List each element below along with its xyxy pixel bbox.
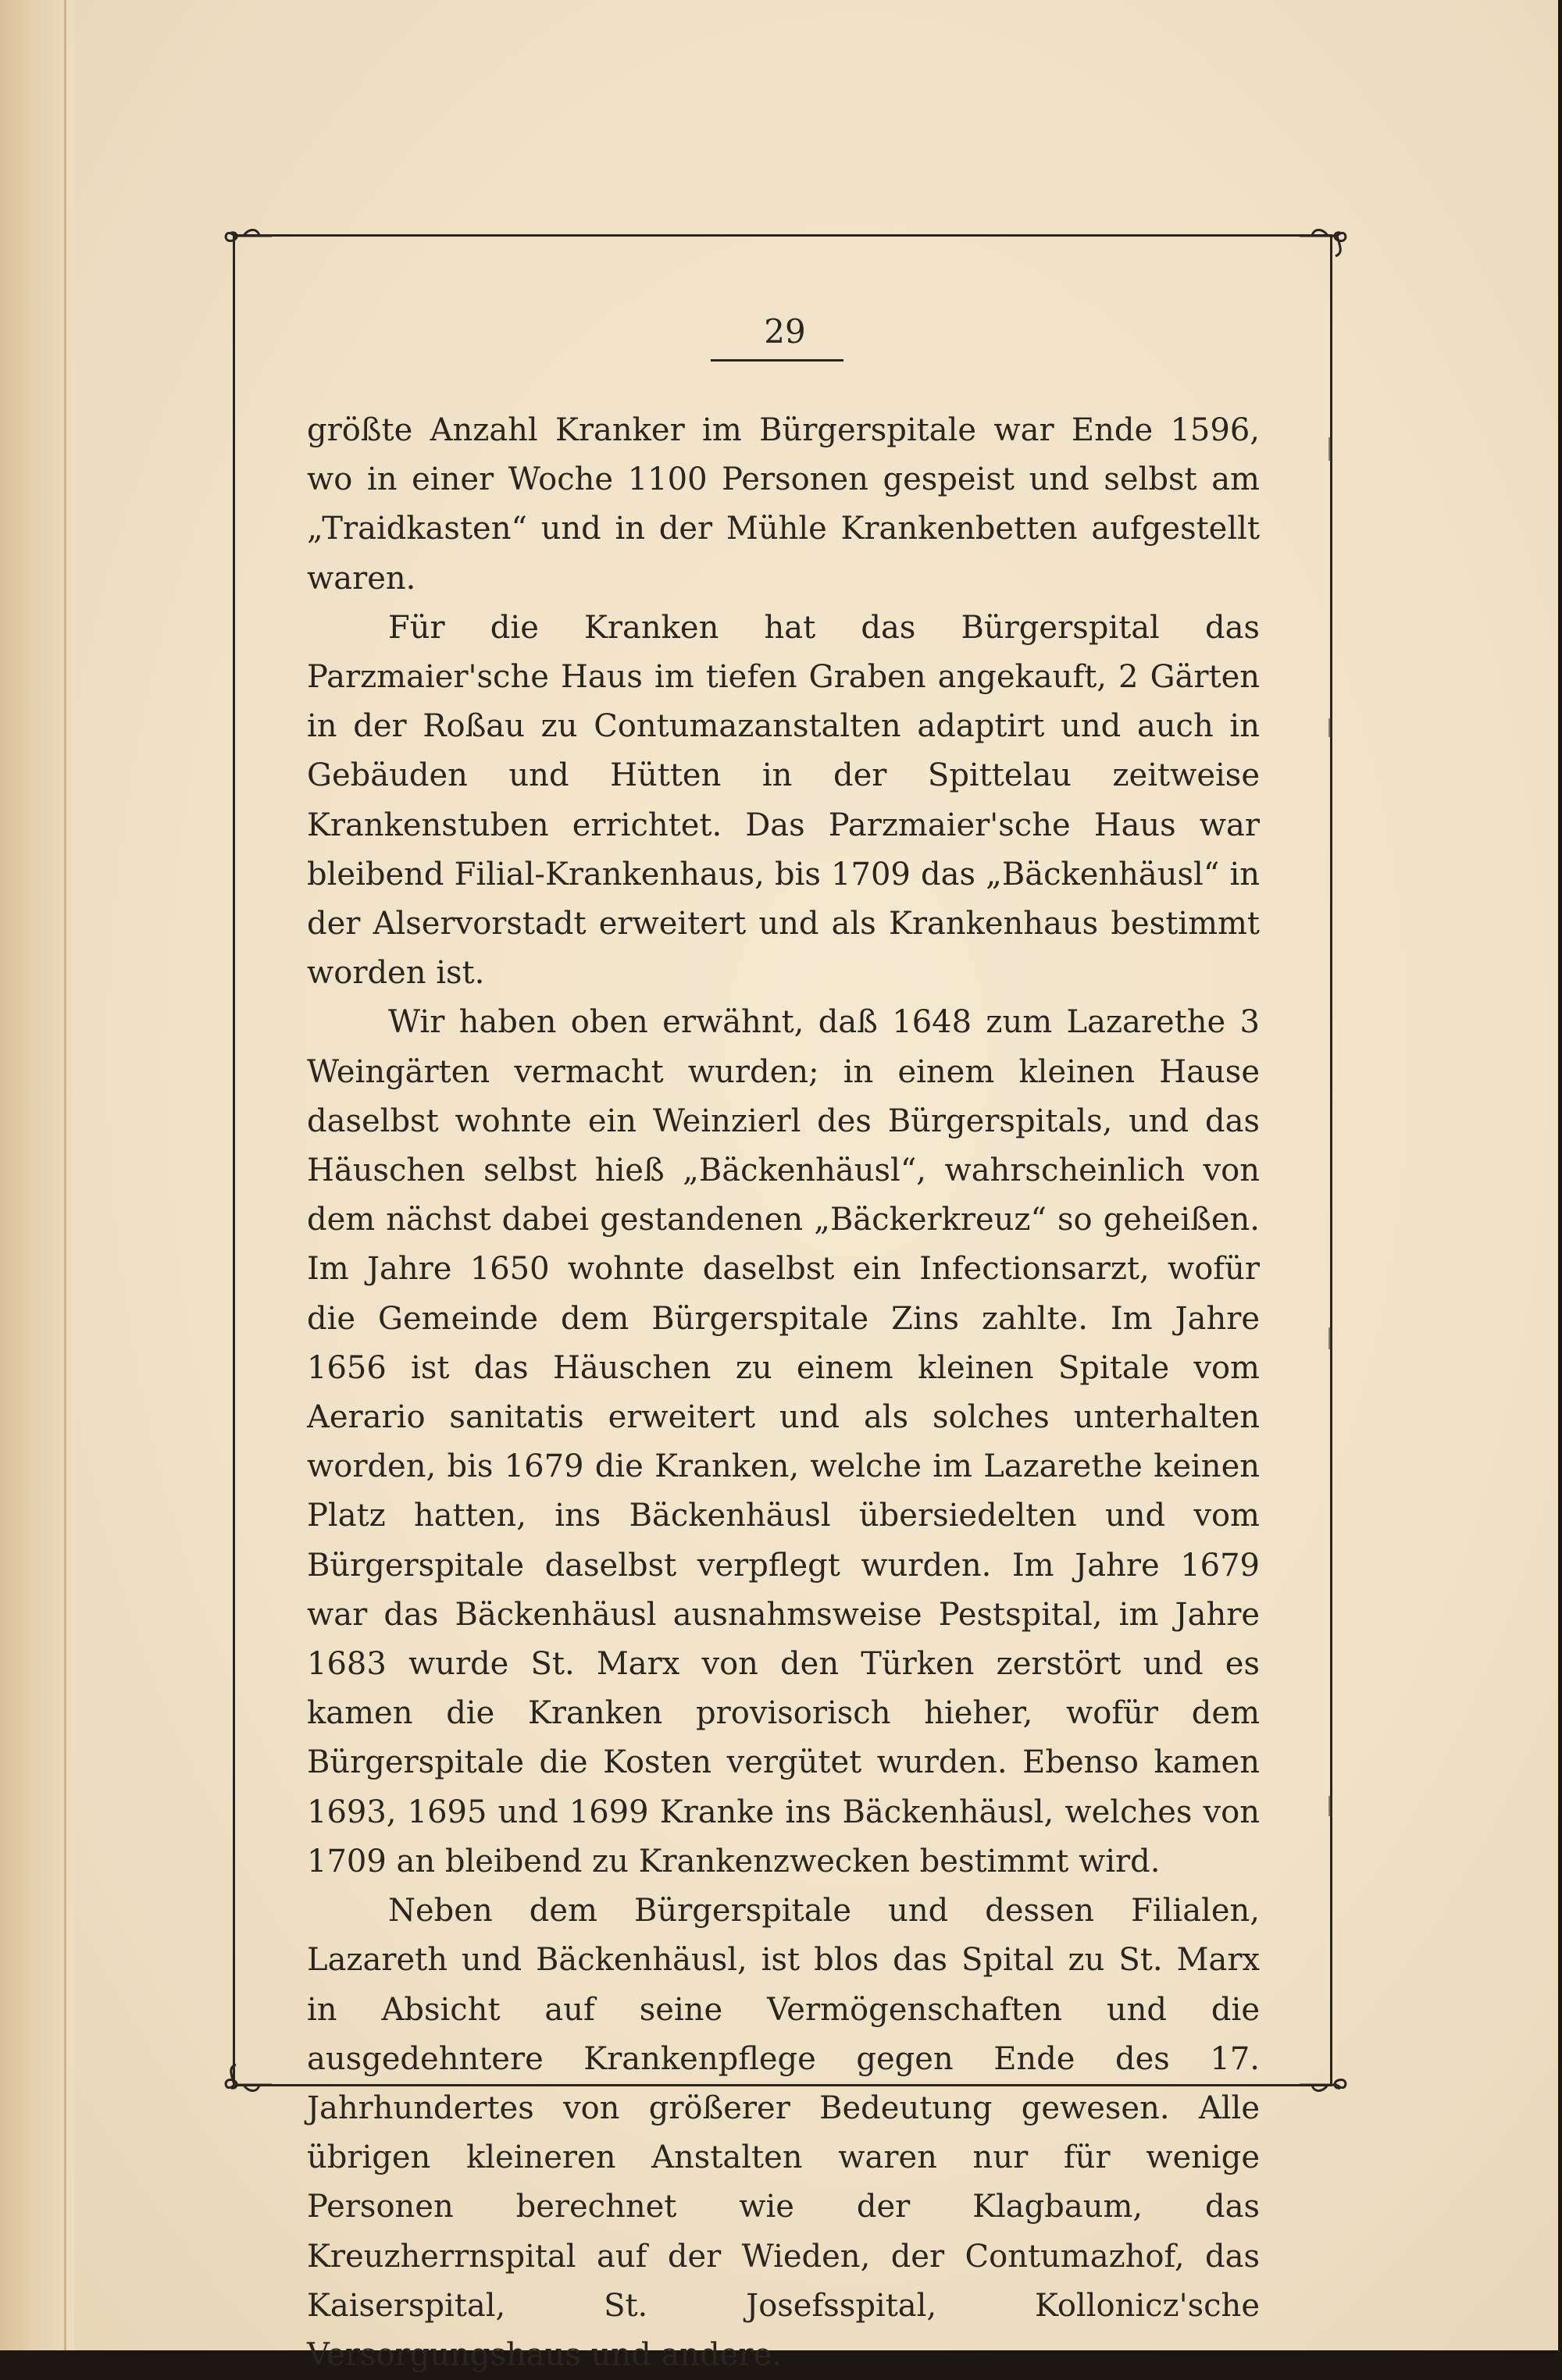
corner-flourish-icon	[220, 220, 275, 259]
margin-ink-mark	[1328, 718, 1332, 737]
paragraph: Neben dem Bürgerspitale und dessen Filialen, Lazareth und Bäckenhäusl, ist blos das Spital zu St. Marx in Absicht auf seine Vermögenschaften und die ausgedehntere Krankenpflege gegen Ende des 17. Jahrhundertes von größerer Bedeutung gewesen. Alle übrigen kleineren Anstalten waren nur für wenige Personen berechnet wie der Klagbaum, das Kreuzherrnspital auf der Wieden, der Contumazhof, das Kaiserspital, St. Josefsspital, Kollonicz'sche Versorgungshaus und andere.	[307, 1893, 1260, 2373]
corner-flourish-icon	[1296, 220, 1351, 259]
paragraph: größte Anzahl Kranker im Bürgerspitale war Ende 1596, wo in einer Woche 1100 Personen gespeist und selbst am „Traidkasten“ und in der Mühle Krankenbetten aufgestellt waren.	[307, 412, 1260, 597]
body-text	[307, 406, 1260, 2380]
paragraph: Für die Kranken hat das Bürgerspital das Parzmaier'sche Haus im tiefen Graben angekauft, 2 Gärten in der Roßau zu Contumazanstalten adaptirt und auch in Gebäuden und Hütten in der Spittelau zeitweise Krankenstuben errichtet. Das Parzmaier'sche Haus war bleibend Filial-Krankenhaus, bis 1709 das „Bäckenhäusl“ in der Alservorstadt erweitert und als Krankenhaus bestimmt worden ist.	[307, 609, 1260, 992]
page-number-rule	[711, 359, 843, 362]
paragraph: Wir haben oben erwähnt, daß 1648 zum Lazarethe 3 Weingärten vermacht wurden; in einem kleinen Hause daselbst wohnte ein Weinzierl des Bürgerspitals, und das Häuschen selbst hieß „Bäckenhäusl“, wahrscheinlich von dem nächst dabei gestandenen „Bäckerkreuz“ so geheißen. Im Jahre 1650 wohnte daselbst ein Infectionsarzt, wofür die Gemeinde dem Bürgerspitale Zins zahlte. Im Jahre 1656 ist das Häuschen zu einem kleinen Spitale vom Aerario sanitatis erweitert und als solches unterhalten worden, bis 1679 die Kranken, welche im Lazarethe keinen Platz hatten, ins Bäckenhäusl übersiedelten und vom Bürgerspitale daselbst verpflegt wurden. Im Jahre 1679 war das Bäckenhäusl ausnahmsweise Pestspital, im Jahre 1683 wurde St. Marx von den Türken zerstört und es kamen die Kranken provisorisch hieher, wofür dem Bürgerspitale die Kosten vergütet wurden. Ebenso kamen 1693, 1695 und 1699 Kranke ins Bäckenhäusl, welches von 1709 an bleibend zu Krankenzwecken bestimmt wird.	[307, 1004, 1260, 1879]
margin-ink-mark	[1328, 437, 1332, 461]
gutter-line	[64, 0, 66, 2350]
page-number: 29	[764, 312, 806, 351]
book-spine-shadow	[0, 0, 74, 2350]
margin-ink-mark	[1328, 1327, 1332, 1349]
corner-flourish-icon	[220, 2061, 275, 2100]
corner-flourish-icon	[1296, 2061, 1351, 2100]
margin-ink-mark	[1328, 1796, 1332, 1816]
